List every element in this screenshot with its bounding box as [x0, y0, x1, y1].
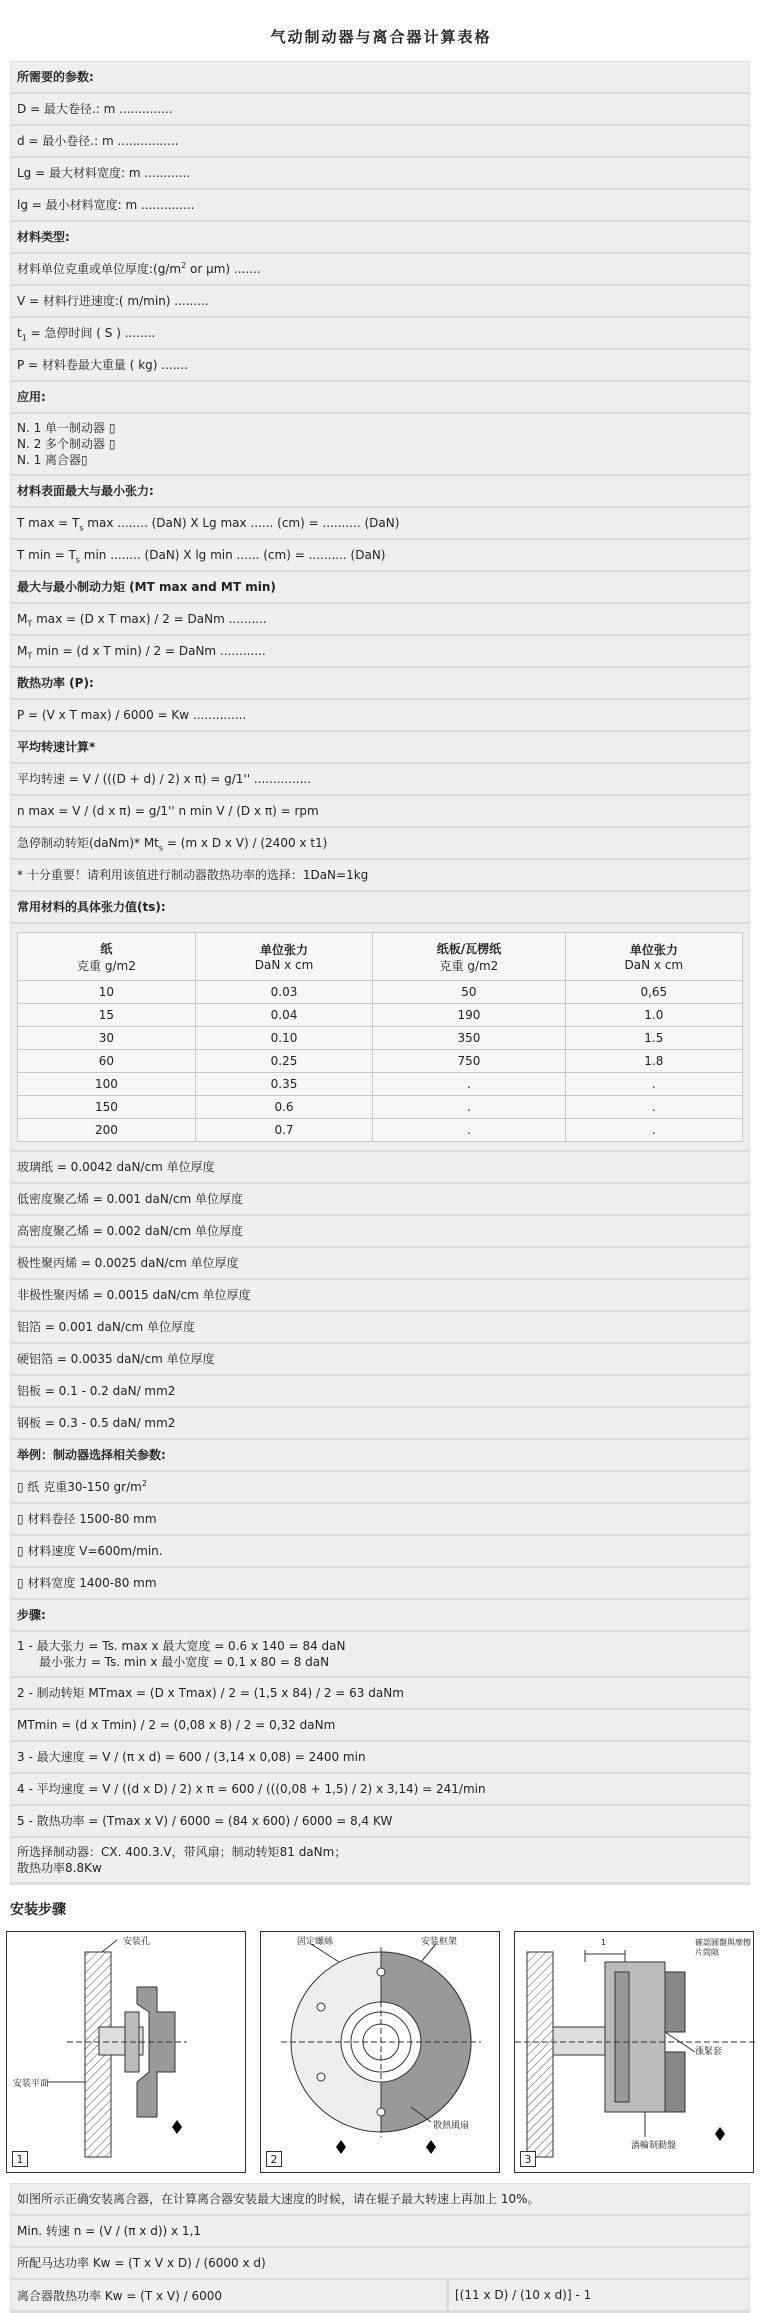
table-row: [18, 1119, 743, 1142]
row-tmin: T $\min = T_s$ min ........ (DaN) X lg min ...... (cm) = .......... (DaN): [11, 540, 749, 570]
tension-table: [17, 932, 743, 1142]
example-speed: ▯ 材料速度 V=600m/min.: [11, 1536, 749, 1566]
table-cell: 1.5: [565, 1027, 742, 1050]
table-cell: 200: [18, 1119, 196, 1142]
install-figures: [4, 1931, 756, 2173]
step-1-max: 1 - 最大张力 = Ts. max x 最大宽度 = 0.6 x 140 = 84 daN: [17, 1639, 346, 1653]
step-2: 2 - 制动转矩 MTmax = (D x Tmax) / 2 = (1,5 x 84) / 2 = 63 daNm: [11, 1678, 749, 1708]
page-title: 气动制动器与离合器计算表格: [270, 28, 492, 46]
material-row: 低密度聚乙烯 = 0.001 daN/cm 单位厚度: [11, 1184, 749, 1214]
table-cell: .: [565, 1119, 742, 1142]
table-row: [18, 1073, 743, 1096]
figure-number: 3: [520, 2151, 536, 2167]
material-row: 铝板 = 0.1 - 0.2 daN/ mm2: [11, 1376, 749, 1406]
tension-table-heading: 常用材料的具体张力值(ts):: [11, 892, 749, 922]
table-cell: 750: [373, 1050, 566, 1073]
selected-brake: [11, 1838, 749, 1882]
torque-heading: 最大与最小制动力矩 (MT max and MT min): [11, 572, 749, 602]
row-max-width: Lg = 最大材料宽度: m ............: [11, 158, 749, 188]
application-heading: 应用:: [11, 382, 749, 412]
row-max-diameter: D = 最大卷径.: m ..............: [11, 94, 749, 124]
label-check-gap: 確認圓盤與摩擦片間隙: [695, 1938, 751, 1957]
table-cell: 190: [373, 1004, 566, 1027]
table-cell: 100: [18, 1073, 196, 1096]
row-heat: P = (V x T max) / 6000 = Kw ..............: [11, 700, 749, 730]
material-row: 非极性聚丙烯 = 0.0015 daN/cm 单位厚度: [11, 1280, 749, 1310]
clutch-heat-row: [11, 2280, 749, 2310]
table-cell: 1.0: [565, 1004, 742, 1027]
install-title: 安装步骤: [10, 1902, 66, 1918]
figure-1-drawing: [7, 1932, 247, 2174]
row-unit-weight: 材料单位克重或单位厚度$:(g/m^2$ or μm) .......: [11, 254, 749, 284]
heat-heading: 散热功率 (P):: [11, 668, 749, 698]
label-mount-plane: 安装平面: [13, 2079, 50, 2089]
row-stop-time: $t_1$ = 急停时间 ( S ) ........: [11, 318, 749, 348]
figure-number: 1: [12, 2151, 28, 2167]
row-mtmax: $M_T$ max = (D x T max) / 2 = DaNm ..........: [11, 604, 749, 634]
row-min-width: lg = 最小材料宽度: m ..............: [11, 190, 749, 220]
step-5: 5 - 散热功率 = (Tmax x V) / 6000 = (84 x 600) / 6000 = 8,4 KW: [11, 1806, 749, 1836]
step-4: 4 - 平均速度 = V / ((d x D) / 2) x π = 600 / (((0,08 + 1,5) / 2) x 3,14) = 241/min: [11, 1774, 749, 1804]
row-avg-rpm: 平均转速 = V / (((D + d) / 2) x π) = g/1'' ...............: [11, 764, 749, 794]
row-note: * 十分重要！请利用该值进行制动器散热功率的选择：1DaN=1kg: [11, 860, 749, 890]
material-row: 玻璃纸 = 0.0042 daN/cm 单位厚度: [11, 1152, 749, 1182]
label-sleeve: 漲緊套: [695, 2047, 723, 2057]
option-single-brake[interactable]: N. 1 单一制动器 ▯: [17, 421, 116, 435]
material-row: 铝箔 = 0.001 daN/cm 单位厚度: [11, 1312, 749, 1342]
material-row: 硬铝箔 = 0.0035 daN/cm 单位厚度: [11, 1344, 749, 1374]
table-cell: .: [373, 1096, 566, 1119]
clutch-calc: [10, 2183, 750, 2313]
example-heading: 举例：制动器选择相关参数:: [11, 1440, 749, 1470]
install-figure-3: [514, 1931, 754, 2173]
col-paper: 纸 克重 g/m2: [18, 933, 196, 981]
row-speed: V = 材料行进速度:( m/min) .........: [11, 286, 749, 316]
table-cell: 0,65: [565, 981, 742, 1004]
row-roll-weight: P = 材料卷最大重量 ( kg) .......: [11, 350, 749, 380]
option-multi-brake[interactable]: N. 2 多个制动器 ▯: [17, 437, 116, 451]
row-min-diameter: d = 最小卷径.: m ................: [11, 126, 749, 156]
table-cell: 1.8: [565, 1050, 742, 1073]
install-figure-2: [260, 1931, 500, 2173]
material-type-heading: 材料类型:: [11, 222, 749, 252]
table-row: [18, 1004, 743, 1027]
row-mtmin: $M_T$ min = (d x T min) / 2 = DaNm ............: [11, 636, 749, 666]
table-cell: 0.6: [195, 1096, 372, 1119]
clutch-motor-power: 所配马达功率 Kw = (T x V x D) / (6000 x d): [11, 2248, 749, 2278]
row-tmax: T $\max = T_s$ max ........ (DaN) X Lg max ...... (cm) = .......... (DaN): [11, 508, 749, 538]
calc-form: [10, 61, 750, 1885]
table-cell: 350: [373, 1027, 566, 1050]
table-cell: 15: [18, 1004, 196, 1027]
material-row: 钢板 = 0.3 - 0.5 daN/ mm2: [11, 1408, 749, 1438]
table-row: [18, 1096, 743, 1119]
clutch-factor: [(11 x D) / (10 x d)] - 1: [449, 2280, 749, 2310]
example-paper: ▯ 纸 克重30-150 $gr/m^2$: [11, 1472, 749, 1502]
table-cell: 0.7: [195, 1119, 372, 1142]
step-2b: MTmin = (d x Tmin) / 2 = (0,08 x 8) / 2 = 0,32 daNm: [11, 1710, 749, 1740]
table-cell: .: [565, 1073, 742, 1096]
table-cell: 10: [18, 981, 196, 1004]
selected-heat-line: 散热功率8.8Kw: [17, 1861, 102, 1875]
col-board: 纸板/瓦楞纸 克重 g/m2: [373, 933, 566, 981]
figure-2-drawing: [261, 1932, 501, 2174]
label-fix-bolt: 固定螺絲: [297, 1937, 334, 1947]
col-paper-tension: 单位张力 DaN x cm: [195, 933, 372, 981]
steps-heading: 步骤:: [11, 1600, 749, 1630]
figure-number: 2: [266, 2151, 282, 2167]
table-cell: 0.25: [195, 1050, 372, 1073]
application-options: [11, 414, 749, 474]
tension-heading: 材料表面最大与最小张力:: [11, 476, 749, 506]
table-cell: 150: [18, 1096, 196, 1119]
label-mount-hole: 安装孔: [123, 1937, 151, 1947]
table-cell: 50: [373, 981, 566, 1004]
rpm-heading: 平均转速计算*: [11, 732, 749, 762]
label-dim: 1: [601, 1938, 607, 1947]
tension-table-wrap: [11, 924, 749, 1150]
selected-brake-line: 所选择制动器：CX. 400.3.V，带风扇；制动转矩81 daNm；: [17, 1845, 347, 1859]
row-nmax: n max = V / (d x π) = g/1'' n min V / (D x π) = rpm: [11, 796, 749, 826]
table-row: [18, 1027, 743, 1050]
table-cell: .: [373, 1119, 566, 1142]
col-board-tension: 单位张力 DaN x cm: [565, 933, 742, 981]
step-1-min: 最小张力 = Ts. min x 最小宽度 = 0.1 x 80 = 8 daN: [39, 1655, 330, 1669]
row-estop-torque: 急停制动转矩(daNm)* $Mt_s = (m$ x D x V) / (2400 x t1): [11, 828, 749, 858]
material-row: 高密度聚乙烯 = 0.002 daN/cm 单位厚度: [11, 1216, 749, 1246]
params-heading: 所需要的参数:: [11, 62, 749, 92]
step-1: [11, 1632, 749, 1676]
clutch-heat: 离合器散热功率 Kw = (T x V) / 6000: [11, 2280, 446, 2310]
step-3: 3 - 最大速度 = V / (π x d) = 600 / (3,14 x 0,08) = 2400 min: [11, 1742, 749, 1772]
table-cell: 30: [18, 1027, 196, 1050]
table-cell: .: [565, 1096, 742, 1119]
table-cell: 0.35: [195, 1073, 372, 1096]
clutch-note: 如图所示正确安装离合器，在计算离合器安装最大速度的时候，请在辊子最大转速上再加上 10%。: [11, 2184, 749, 2214]
table-cell: 0.10: [195, 1027, 372, 1050]
material-row: 极性聚丙烯 = 0.0025 daN/cm 单位厚度: [11, 1248, 749, 1278]
table-row: [18, 1050, 743, 1073]
label-mount-frame: 安装框架: [421, 1937, 458, 1947]
table-cell: 60: [18, 1050, 196, 1073]
example-diameter: ▯ 材料卷径 1500-80 mm: [11, 1504, 749, 1534]
install-figure-1: [6, 1931, 246, 2173]
table-cell: 0.03: [195, 981, 372, 1004]
table-row: [18, 981, 743, 1004]
table-cell: 0.04: [195, 1004, 372, 1027]
table-cell: .: [373, 1073, 566, 1096]
clutch-min-speed: Min. 转速 n = (V / (π x d)) x 1,1: [11, 2216, 749, 2246]
example-width: ▯ 材料宽度 1400-80 mm: [11, 1568, 749, 1598]
option-clutch[interactable]: N. 1 离合器▯: [17, 453, 88, 467]
label-turbo-disc: 渦輪制動盤: [631, 2141, 677, 2151]
label-cooling-fan: 散熱風扇: [433, 2121, 470, 2131]
